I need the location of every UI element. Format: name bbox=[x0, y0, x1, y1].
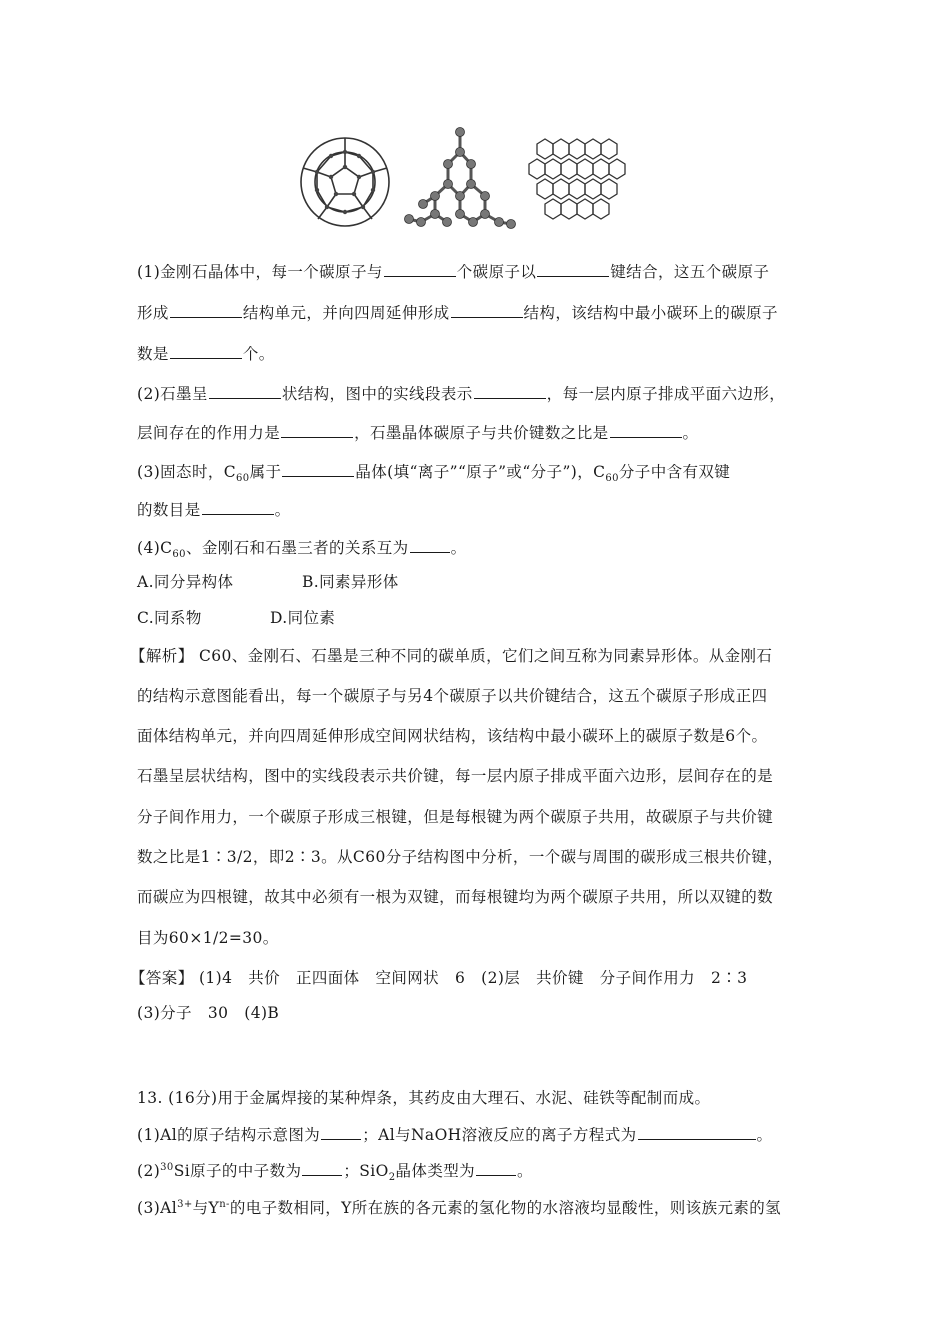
c60-fullerene-figure bbox=[295, 132, 395, 232]
q12-analysis-line4: 石墨呈层状结构，图中的实线段表示共价键，每一层内原子排成平面六边形，层间存在的是 bbox=[137, 767, 774, 785]
q12-analysis-line6: 数之比是1∶3/2，即2∶3。从C60分子结构图中分析，一个碳与周围的碳形成三根共价键， bbox=[137, 848, 784, 866]
q12-analysis-line3: 面体结构单元，并向四周延伸形成空间网状结构，该结构中最小碳环上的碳原子数是6个。 bbox=[137, 727, 768, 745]
q13-part1: (1)Al的原子结构示意图为 ；Al与NaOH溶液反应的离子方程式为 。 bbox=[137, 1126, 773, 1144]
answer-blank[interactable] bbox=[202, 500, 274, 515]
option-c: C.同系物 bbox=[137, 609, 202, 627]
answer-blank[interactable] bbox=[610, 423, 682, 438]
answer-blank[interactable] bbox=[410, 538, 450, 553]
answer-label: 【答案】 bbox=[130, 969, 194, 987]
option-b: B.同素异形体 bbox=[302, 573, 399, 591]
answer-blank[interactable] bbox=[638, 1125, 756, 1140]
q12-part1-line3: 数是 个。 bbox=[137, 345, 275, 363]
carbon-structure-figures bbox=[295, 124, 660, 242]
q12-answer-line2: (3)分子 30 (4)B bbox=[137, 1004, 280, 1022]
q13-part3: $(3)Al^{3+}$与$Y^{n-}$的电子数相同，Y所在族的各元素的氢化物的水溶液均显酸性，则该族元素的氢 bbox=[137, 1198, 782, 1217]
q12-options-ab bbox=[137, 572, 399, 592]
q12-part3-line1: (3)固态时，$C_{60}$属于 晶体(填“离子”“原子”或“分子”)，$C_{60}$分子中含有双键 bbox=[137, 463, 731, 485]
q12-part3-line2: 的数目是 。 bbox=[137, 501, 291, 519]
option-d: D.同位素 bbox=[270, 609, 336, 627]
answer-blank[interactable] bbox=[302, 1161, 342, 1176]
answer-blank[interactable] bbox=[281, 423, 353, 438]
analysis-label: 【解析】 bbox=[130, 647, 194, 665]
q12-part1-line2: 形成 结构单元，并向四周延伸形成 结构，该结构中最小碳环上的碳原子 bbox=[137, 304, 778, 322]
q12-analysis-line1: 【解析】 C60、金刚石、石墨是三种不同的碳单质，它们之间互称为同素异形体。从金刚石 bbox=[130, 647, 773, 665]
q12-analysis-line5: 分子间作用力，一个碳原子形成三根键，但是每根键为两个碳原子共用，故碳原子与共价键 bbox=[137, 808, 774, 826]
answer-blank[interactable] bbox=[537, 262, 609, 277]
answer-blank[interactable] bbox=[476, 1161, 516, 1176]
q12-analysis-line8: 目为60×1/2=30。 bbox=[137, 929, 279, 947]
answer-blank[interactable] bbox=[451, 303, 523, 318]
q12-part1-line1: (1)金刚石晶体中，每一个碳原子与 个碳原子以 键结合，这五个碳原子 bbox=[137, 263, 770, 281]
q12-part4: $(4)C_{60}$、金刚石和石墨三者的关系互为 。 bbox=[137, 539, 467, 561]
q13-part2: $(2)^{30}Si$原子的中子数为 ；SiO$_2$晶体类型为 。 bbox=[137, 1161, 533, 1184]
answer-blank[interactable] bbox=[282, 462, 354, 477]
q12-analysis-line2: 的结构示意图能看出，每一个碳原子与另4个碳原子以共价键结合，这五个碳原子形成正四 bbox=[137, 687, 768, 705]
option-a: A.同分异构体 bbox=[137, 573, 234, 591]
q12-answer-line1: 【答案】 (1)4 共价 正四面体 空间网状 6 (2)层 共价键 分子间作用力 2∶3 bbox=[130, 969, 748, 987]
answer-blank[interactable] bbox=[209, 384, 281, 399]
answer-blank[interactable] bbox=[170, 344, 242, 359]
diamond-structure-figure bbox=[403, 124, 518, 236]
graphite-layer-figure bbox=[527, 136, 637, 222]
answer-blank[interactable] bbox=[321, 1125, 361, 1140]
q12-options-cd bbox=[137, 608, 336, 628]
q12-part2-line2: 层间存在的作用力是 ，石墨晶体碳原子与共价键数之比是 。 bbox=[137, 424, 699, 442]
answer-blank[interactable] bbox=[384, 262, 456, 277]
q12-analysis-line7: 而碳应为四根键，故其中必须有一根为双键，而每根键均为两个碳原子共用，所以双键的数 bbox=[137, 888, 774, 906]
answer-blank[interactable] bbox=[474, 384, 546, 399]
q12-part2-line1: (2)石墨呈 状结构，图中的实线段表示 ，每一层内原子排成平面六边形， bbox=[137, 385, 786, 403]
answer-blank[interactable] bbox=[170, 303, 242, 318]
q13-intro: 13. (16分)用于金属焊接的某种焊条，其药皮由大理石、水泥、硅铁等配制而成。 bbox=[137, 1089, 711, 1107]
